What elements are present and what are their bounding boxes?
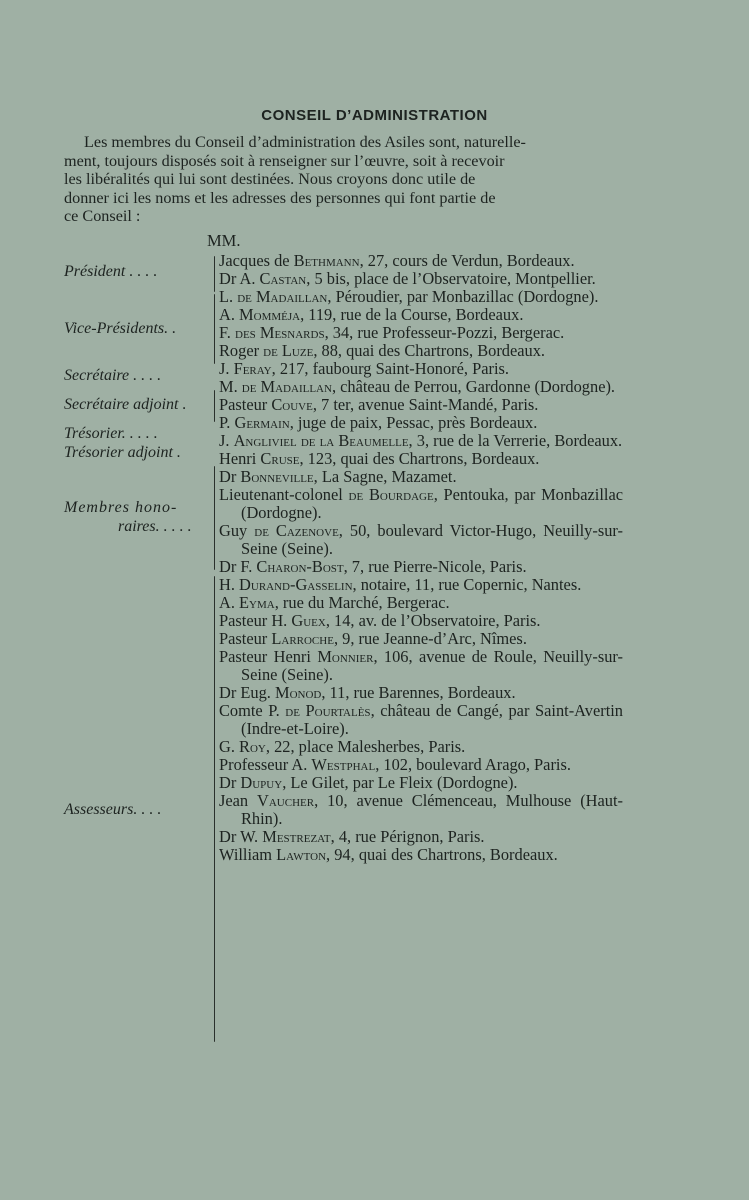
mm-label: MM. [207, 231, 241, 250]
member-prefix: Comte P. [219, 701, 286, 720]
member-address: , 5 bis, place de l’Observatoire, Montpellier. [306, 269, 596, 288]
member-prefix: Lieutenant-colonel [219, 485, 349, 504]
member-surname: Guex [291, 611, 326, 630]
member-address: , 9, rue Jeanne-d’Arc, Nîmes. [333, 629, 527, 648]
intro-paragraph [64, 133, 622, 226]
member-address: , Le Gilet, par Le Fleix (Dordogne). [282, 773, 518, 792]
member-prefix: Pasteur Henri [219, 647, 318, 666]
member-address: , 3, rue de la Verrerie, Bordeaux. [408, 431, 623, 450]
member-entry [219, 342, 623, 360]
role-tresorier-adjoint: Trésorier adjoint . [64, 444, 181, 461]
member-prefix: Dr [219, 467, 241, 486]
intro-line: donner ici les noms et les adresses des personnes qui font partie de [64, 188, 496, 207]
member-address: , 4, rue Pérignon, Paris. [330, 827, 485, 846]
intro-line: ment, toujours disposés soit à renseigner sur l’œuvre, soit à recevoir [64, 151, 505, 170]
member-surname: Feray [233, 359, 272, 378]
member-address: , 7, rue Pierre-Nicole, Paris. [343, 557, 527, 576]
member-entry [219, 414, 623, 432]
member-surname: Bethmann [293, 251, 360, 270]
member-address: , 50, boulevard Victor-Hugo, Neuilly-sur-Seine (Seine). [241, 521, 623, 558]
member-prefix: Dr F. [219, 557, 257, 576]
member-address: , Péroudier, par Monbazillac (Dordogne). [327, 287, 599, 306]
member-surname: Durand-Gasselin [239, 575, 353, 594]
member-entry [219, 792, 623, 828]
member-entry [219, 306, 623, 324]
member-address: , château de Perrou, Gardonne (Dordogne). [331, 377, 616, 396]
member-prefix: A. [219, 593, 240, 612]
member-address: , Pentouka, par Monbazillac (Dordogne). [241, 485, 624, 522]
member-surname: de Luze [263, 341, 314, 360]
member-prefix: Pasteur [219, 395, 272, 414]
role-secretaire-adjoint: Secrétaire adjoint . [64, 396, 187, 413]
member-prefix: G. [219, 737, 240, 756]
member-surname: Dupuy [240, 773, 283, 792]
member-entry [219, 432, 623, 450]
member-address: , château de Cangé, par Saint-Avertin (Indre-et-Loire). [241, 701, 624, 738]
member-surname: des Mesnards [235, 323, 325, 342]
member-address: , 7 ter, avenue Saint-Mandé, Paris. [312, 395, 539, 414]
brace [214, 256, 215, 292]
member-address: , 22, place Malesherbes, Paris. [265, 737, 466, 756]
member-address: , 11, rue Barennes, Bordeaux. [321, 683, 516, 702]
role-tresorier: Trésorier. . . . . [64, 425, 158, 442]
member-surname: Lawton [276, 845, 327, 864]
member-prefix: M. [219, 377, 242, 396]
member-address: , rue du Marché, Bergerac. [274, 593, 450, 612]
intro-line: les libéralités qui lui sont destinées. Nous croyons donc utile de [64, 170, 476, 189]
member-entry [219, 648, 623, 684]
brace [214, 390, 215, 422]
role-membres-honoraires: Membres hono- [64, 499, 178, 516]
member-surname: Momméja [239, 305, 301, 324]
intro-line: Les membres du Conseil d’administration des Asiles sont, naturelle- [84, 133, 526, 151]
member-surname: Germain [234, 413, 290, 432]
member-surname: de Madaillan [237, 287, 328, 306]
member-surname: Larroche [271, 629, 334, 648]
member-prefix: Dr A. [219, 269, 260, 288]
member-surname: de Pourtalès [285, 701, 371, 720]
member-address: , 119, rue de la Course, Bordeaux. [300, 305, 524, 324]
member-entry [219, 576, 623, 594]
member-prefix: P. [219, 413, 235, 432]
member-surname: Charon-Bost [256, 557, 344, 576]
member-address: , 106, avenue de Roule, Neuilly-sur-Seine (Seine). [241, 647, 623, 684]
member-entry [219, 594, 623, 612]
member-prefix: Dr Eug. [219, 683, 275, 702]
role-assesseurs: Assesseurs. . . . [64, 801, 162, 818]
member-surname: de Bourdage [348, 485, 434, 504]
member-address: , 217, faubourg Saint-Honoré, Paris. [271, 359, 509, 378]
member-surname: Mestrezat [262, 827, 331, 846]
member-list [219, 252, 623, 864]
member-prefix: Henri [219, 449, 261, 468]
member-address: , notaire, 11, rue Copernic, Nantes. [352, 575, 582, 594]
member-prefix: H. [219, 575, 240, 594]
role-secretaire: Secrétaire . . . . [64, 367, 162, 384]
member-prefix: Pasteur [219, 629, 272, 648]
role-membres-honoraires-cont: raires. . . . . [118, 518, 192, 535]
member-surname: Monod [275, 683, 322, 702]
member-surname: Cruse [260, 449, 300, 468]
brace [214, 576, 215, 1042]
member-entry [219, 684, 623, 702]
member-entry [219, 486, 623, 522]
member-prefix: Jean [219, 791, 258, 810]
member-prefix: Guy [219, 521, 255, 540]
member-entry [219, 522, 623, 558]
member-entry [219, 360, 623, 378]
member-prefix: Roger [219, 341, 264, 360]
member-entry [219, 702, 623, 738]
page-title: CONSEIL D’ADMINISTRATION [261, 107, 488, 124]
intro-line: ce Conseil : [64, 207, 141, 226]
member-prefix: Pasteur H. [219, 611, 292, 630]
member-surname: Castan [259, 269, 307, 288]
member-entry [219, 324, 623, 342]
member-prefix: L. [219, 287, 238, 306]
member-surname: Westphal [311, 755, 376, 774]
member-address: , 123, quai des Chartrons, Bordeaux. [299, 449, 540, 468]
member-surname: de Madaillan [241, 377, 332, 396]
member-entry [219, 774, 623, 792]
member-address: , 27, cours de Verdun, Bordeaux. [359, 251, 575, 270]
member-prefix: William [219, 845, 277, 864]
member-prefix: J. [219, 359, 234, 378]
member-entry [219, 630, 623, 648]
brace [214, 466, 215, 570]
member-address: , 88, quai des Chartrons, Bordeaux. [313, 341, 546, 360]
member-entry [219, 756, 623, 774]
brace [214, 294, 215, 364]
member-surname: de Cazenove [254, 521, 339, 540]
member-address: , 102, boulevard Arago, Paris. [375, 755, 571, 774]
member-prefix: Jacques de [219, 251, 294, 270]
member-address: , La Sagne, Mazamet. [313, 467, 457, 486]
member-surname: Couve [271, 395, 313, 414]
role-vice-presidents: Vice-Présidents. . [64, 320, 177, 337]
member-entry [219, 828, 623, 846]
member-entry [219, 396, 623, 414]
member-surname: Eyma [239, 593, 275, 612]
member-surname: Angliviel de la Beaumelle [233, 431, 409, 450]
member-address: , juge de paix, Pessac, près Bordeaux. [289, 413, 538, 432]
member-surname: Vaucher [257, 791, 315, 810]
member-entry [219, 288, 623, 306]
member-prefix: Professeur A. [219, 755, 312, 774]
member-entry [219, 270, 623, 288]
member-entry [219, 468, 623, 486]
member-prefix: J. [219, 431, 234, 450]
member-entry [219, 738, 623, 756]
member-address: , 34, rue Professeur-Pozzi, Bergerac. [324, 323, 565, 342]
member-address: , 14, av. de l’Observatoire, Paris. [325, 611, 541, 630]
member-entry [219, 846, 623, 864]
member-prefix: A. [219, 305, 240, 324]
member-address: , 10, avenue Clémenceau, Mulhouse (Haut-Rhin). [241, 791, 623, 828]
member-surname: Monnier [317, 647, 374, 666]
member-surname: Roy [239, 737, 266, 756]
member-entry [219, 252, 623, 270]
member-entry [219, 558, 623, 576]
member-prefix: F. [219, 323, 235, 342]
member-prefix: Dr W. [219, 827, 263, 846]
member-entry [219, 450, 623, 468]
member-entry [219, 612, 623, 630]
member-entry [219, 378, 623, 396]
role-president: Président . . . . [64, 263, 158, 280]
member-prefix: Dr [219, 773, 241, 792]
member-surname: Bonneville [240, 467, 314, 486]
member-address: , 94, quai des Chartrons, Bordeaux. [326, 845, 558, 864]
